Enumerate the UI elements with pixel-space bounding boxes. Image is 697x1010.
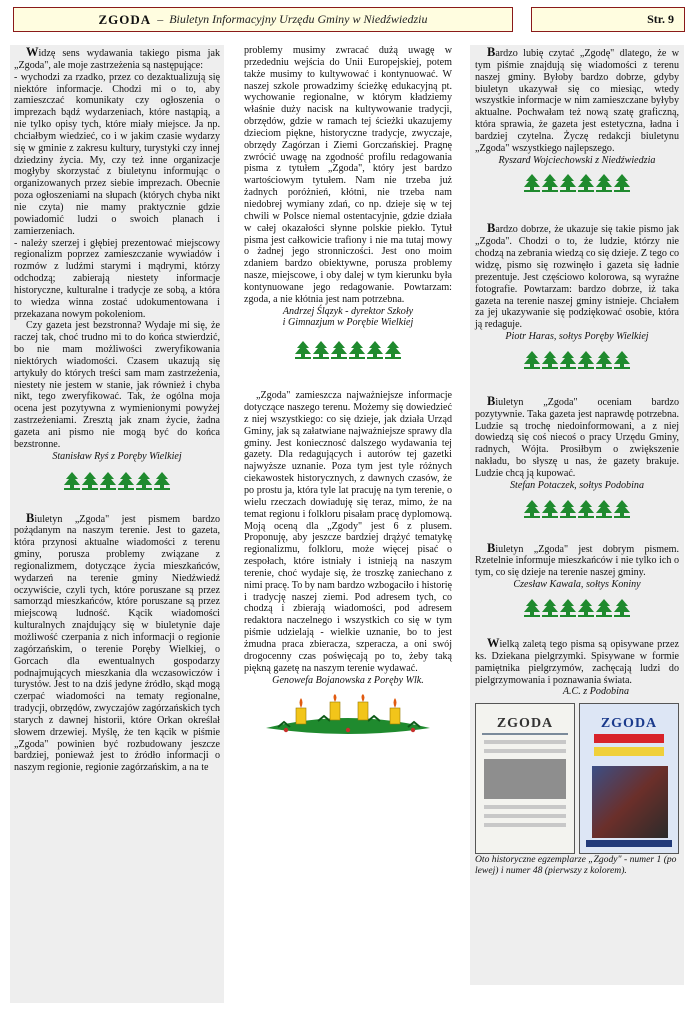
tree-icon bbox=[596, 599, 612, 618]
tree-icon bbox=[614, 351, 630, 370]
letter-8-signature: A.C. z Podobina bbox=[562, 686, 629, 698]
tree-icon bbox=[614, 500, 630, 519]
letter-2-signature-line-1: Andrzej Ślązyk - dyrektor Szkoły bbox=[282, 305, 414, 317]
letter-7-signature: Czesław Kawala, sołtys Koniny bbox=[513, 579, 641, 591]
covers-caption: Oto historyczne egzemplarze „Zgody" - numer 1 (po lewej) i numer 48 (pierwszy z kolorem). bbox=[475, 854, 677, 877]
column-1 bbox=[10, 45, 224, 1003]
tree-icon bbox=[136, 472, 152, 491]
tree-icon bbox=[614, 599, 630, 618]
tree-icon bbox=[385, 341, 401, 360]
letter-2-continued: problemy musimy zwracać dużą uwagę w przededniu wejścia do Unii Europejskiej, potem także musimy to kultywować i kontynuować. W naszej szkole prowadzimy ścieżkę edukacyjną pt. wychowanie regionalne, w którym kładziemy właśnie duży nacisk na kultywowanie tradycji, obrzędów, gdzie w ramach tej ścieżki ukazujemy dzieciom piękne, historyczne tradycje, zwyczaje, obrzędy Zagórzan i Ziemi Gorczańskiej. Pragnę zwrócić uwagę na zgodność profilu redagowania pisma z tytułem „Zgoda", który jest bardzo wartościowym tytułem. Nam nie trzeba już żadnych poróżnień, kłótni, nie trzeba nam niedobrej wymiany zdań, co np. dzieje się w tej chwili w Polsce niemal ostentacyjnie, gdzie działa w całej okazałości słynne polskie piekło. Tytuł pisma jest całkowicie trafiony i nie ma tutaj mowy o żadnej jego stronniczości. Jest ono moim zdaniem bardzo obiektywne, porusza problemy nasze, miejscowe, i oby dalej w tym kierunku była kontynuowane jego redagowanie. Powtarzam: zgoda, a nie kłótnia jest nam potrzebna. bbox=[244, 45, 452, 305]
tree-icon bbox=[367, 341, 383, 360]
page-number: Str. 9 bbox=[647, 12, 674, 26]
tree-icon bbox=[560, 500, 576, 519]
letter-5-body: Bardzo dobrze, że ukazuje się takie pismo jak „Zgoda". Chodzi o to, że ludzie, którzy nie chodzą na zebrania wiedzą co się dzieje. Z tego co widzę, pismo się rozwinęło i gazeta się ładnie prezentuje. Jest częściowo kolorowa, są wyraźne fotografie. Powtarzam: bardzo dobrze, iż taka gazeta na terenie naszej gminy istnieje. Chciałem za jej ukazywanie się podziękować osobie, która ją redaguje. bbox=[475, 221, 680, 331]
tree-row-ornament bbox=[244, 341, 452, 360]
tree-icon bbox=[154, 472, 170, 491]
issue-1-masthead: ZGODA bbox=[496, 716, 554, 732]
issue-48-masthead: ZGODA bbox=[600, 716, 658, 732]
tree-icon bbox=[596, 500, 612, 519]
tree-icon bbox=[542, 599, 558, 618]
newsletter-name: ZGODA bbox=[98, 11, 152, 27]
column-2 bbox=[241, 45, 455, 1003]
header-title-box bbox=[13, 7, 513, 32]
tree-icon bbox=[524, 500, 540, 519]
tree-icon bbox=[331, 341, 347, 360]
tree-icon bbox=[560, 174, 576, 193]
tree-row-ornament bbox=[475, 500, 679, 519]
advent-wreath-ornament bbox=[244, 694, 452, 736]
tree-icon bbox=[596, 351, 612, 370]
letter-8-body: Wielką zaletą tego pisma są opisywane przez ks. Dziekana pielgrzymki. Spisywane w formie pamiętnika pielgrzymów, zachęcają ludzi do pielgrzymowania i poznawania świata. bbox=[475, 636, 679, 686]
letter-4-signature: Ryszard Wojciechowski z Niedźwiedzia bbox=[498, 154, 656, 166]
column-3 bbox=[470, 45, 684, 985]
tree-icon bbox=[542, 351, 558, 370]
tree-icon bbox=[524, 351, 540, 370]
header-dash: – bbox=[157, 12, 164, 26]
page-number-box bbox=[531, 7, 685, 32]
letter-1-intro: Widzę sens wydawania takiego pisma jak „Zgoda", ale moje zastrzeżenia są następujące: bbox=[14, 45, 220, 71]
tree-row-ornament bbox=[475, 599, 679, 618]
letter-6-body: Biuletyn „Zgoda" oceniam bardzo pozytywnie. Taka gazeta jest naprawdę potrzebna. Ludzie są trochę niedoinformowani, a z niej dowiedzą się coś niecoś o pracy Urzędu Gminy, radnych, Wójta. Prosiłbym o zwiększenie nakładu, bo słyszę u nas, że gazety brakuje. Ludzie chcą ją kupować. bbox=[475, 393, 679, 479]
letter-3-signature: Genowefa Bojanowska z Poręby Wlk. bbox=[272, 674, 424, 686]
tree-icon bbox=[560, 599, 576, 618]
letter-1-signature: Stanisław Ryś z Poręby Wielkiej bbox=[52, 450, 182, 462]
tree-icon bbox=[82, 472, 98, 491]
letter-7-body: Biuletyn „Zgoda" jest dobrym pismem. Rzetelnie informuje mieszkańców i nie tylko ich o tym, co się dzieje na terenie naszej gminy. bbox=[475, 540, 679, 579]
tree-icon bbox=[578, 351, 594, 370]
issue-48-cover-image bbox=[579, 703, 679, 854]
tree-icon bbox=[578, 174, 594, 193]
letter-5-signature: Piotr Haras, sołtys Poręby Wielkiej bbox=[505, 331, 649, 343]
issue-1-cover-image bbox=[475, 703, 575, 854]
tree-icon bbox=[64, 472, 80, 491]
letter-6-signature: Stefan Potaczek, sołtys Podobina bbox=[510, 479, 644, 491]
tree-icon bbox=[313, 341, 329, 360]
letter-2-body: Biuletyn „Zgoda" jest pismem bardzo pożądanym na naszym terenie. Jest to gazeta, która przynosi aktualne wiadomości z terenu gminy, porusza problemy związane z regionalizmem, dotyczące życia mieszkańców, wydarzeń na terenie gminy Niedźwiedź oczywiście, czyli tych, które poruszane są przez samorząd mieszkańców, które poruszane są przez miejscową ludność. Kącik wiadomości kulturalnych znajdujący się w biuletynie daje możliwość czerpania z nich informacji o regionie zagórzańskim, o terenie Poręby Wielkiej, o Gorcach dla ewentualnych gospodarzy podnajmujących mieszkania dla wczasowiczów i turystów. Jest to na dziś jedyne źródło, skąd mogą czerpać wiadomości na tematy regionalne, tradycji, obrzędów, zwyczajów zagórzańskich tych starych z dawnej historii, które Orkan określał słowem drzewiej. Myślę, że ten kącik w piśmie „Zgoda" powinien być rozbudowany jeszcze bardziej, ponieważ jest to źródło informacji o naszym regionie, regionie zagórzańskim, a na te bbox=[14, 510, 220, 774]
tree-icon bbox=[578, 500, 594, 519]
letter-3-body: „Zgoda" zamieszcza najważniejsze informacje dotyczące naszego terenu. Możemy się dowiedzieć z niej wszystkiego: co się dzieje, jak działa Urząd Gminy, jak są załatwiane najważniejsze sprawy dla gminy. Jest koniecznosć dalszego wydawania tej gazety. Dla redagujących i autorów tej gazetki najwyższe uznanie. Poza tym jest tyle różnych ciekawostek historycznych, z dawnych czasów, że po prostu ja, która tyle lat pracuję na tym terenie, o wielu rzeczach dowiaduję się teraz, mimo, że na temat regionu i folkloru pisałam pracę dyplomową. Moją oceną dla „Zgody" jest 6 z plusem. Proponuję, aby jeszcze bardziej drążyć tematykę regionalizmu, folkloru, może więcej pisać o zespołach, które istniały i istnieją na naszym terenie, choć wydaje się, że troszkę zaniechano z nimi pracę. To by nam bardzo wzbogaciło i historię i tradycję naszej ziemi. Pod adresem tych, co chodzą i zbierają wiadomości, pod adresem redaktora naczelnego i wszystkich co się w tym piśmie udzielają - wielkie uznanie, bo to jest żmudna praca zbieracza, szperacza, a oni swój drogocenny czas poświęcają po to, żeby taką piękną gazetę na naszym terenie wydawać. bbox=[244, 390, 452, 674]
letter-1-body: Czy gazeta jest bezstronna? Wydaje mi się, że raczej tak, choć trudno mi to do końca stwierdzić, bo nie mam możliwości zweryfikowania niektórych wiadomości. Czasem ukazują się artykuły do których treści sam mam zastrzeżenia, niestety nie jestem w stanie, jak również i chyba nikt, tego zweryfikować. Tak, że ogólna moja ocena jest pozytywna z wymienionymi powyżej zastrzeżeniami. Zresztą jak znam życie, żadna gazeta ani pismo nie mogą być do końca bezstronne. bbox=[14, 320, 220, 450]
tree-icon bbox=[100, 472, 116, 491]
letter-2-signature-line-2: i Gimnazjum w Porębie Wielkiej bbox=[282, 317, 414, 329]
tree-icon bbox=[560, 351, 576, 370]
tree-row-ornament bbox=[14, 472, 220, 491]
newsletter-subtitle: Biuletyn Informacyjny Urzędu Gminy w Niedźwiedziu bbox=[169, 12, 428, 26]
letter-1-point-2: - należy szerzej i głębiej prezentować miejscowy regionalizm poprzez zamieszczanie wywiadów i rozmów z ludźmi starymi i mądrymi, którzy odchodzą; zabierają niestety informacje historyczne, kulturalne i tradycje ze sobą, a która to wiedza winna zostać udokumentowana i przekazana nowym pokoleniom. bbox=[14, 237, 220, 320]
tree-icon bbox=[596, 174, 612, 193]
magazine-covers bbox=[475, 703, 679, 854]
letter-1-point-1: - wychodzi za rzadko, przez co dezaktualizują się niektóre informacje. Chodzi mi o to, aby zamieszczać komunikaty czy ogłoszenia o imprezach bądź wydarzeniach, które nastąpią, a nie tylko opisy tych, które miały miejsce. Ja np. chciałbym wiedzieć, co i w jakim czasie wydarzy się w gminie z zakresu kultury, turystyki czy innej dziedziny życia. My, czy też inne organizacje mogłyby skorzystać z biuletynu informując o organizowanych przez siebie imprezach. Obecnie poza ogłoszeniami na słupach (których chyba nikt nie czyta) nie mamy praktycznie gdzie powiadomić ludzi o swoich planach i zamierzeniach. bbox=[14, 71, 220, 237]
tree-row-ornament bbox=[475, 174, 679, 193]
tree-icon bbox=[542, 500, 558, 519]
tree-icon bbox=[349, 341, 365, 360]
tree-icon bbox=[118, 472, 134, 491]
tree-icon bbox=[295, 341, 311, 360]
tree-icon bbox=[524, 599, 540, 618]
tree-icon bbox=[524, 174, 540, 193]
tree-icon bbox=[614, 174, 630, 193]
tree-row-ornament bbox=[475, 351, 679, 370]
letter-4-body: Bardzo lubię czytać „Zgodę" dlatego, że w tym piśmie znajdują się wiadomości z terenu naszej gminy. Byłoby bardzo dobrze, gdyby biuletyn ukazywał się co miesiąc, wtedy wszystkie informacje w nim zamieszczane byłyby aktualne. Pochwałam też nową szatę graficzną, która sprawia, że gazeta jest estetyczna, ładna i bardziej czytelna. Życzę redakcji biuletynu „Zgoda" wszystkiego najlepszego. bbox=[475, 45, 679, 154]
tree-icon bbox=[578, 599, 594, 618]
tree-icon bbox=[542, 174, 558, 193]
